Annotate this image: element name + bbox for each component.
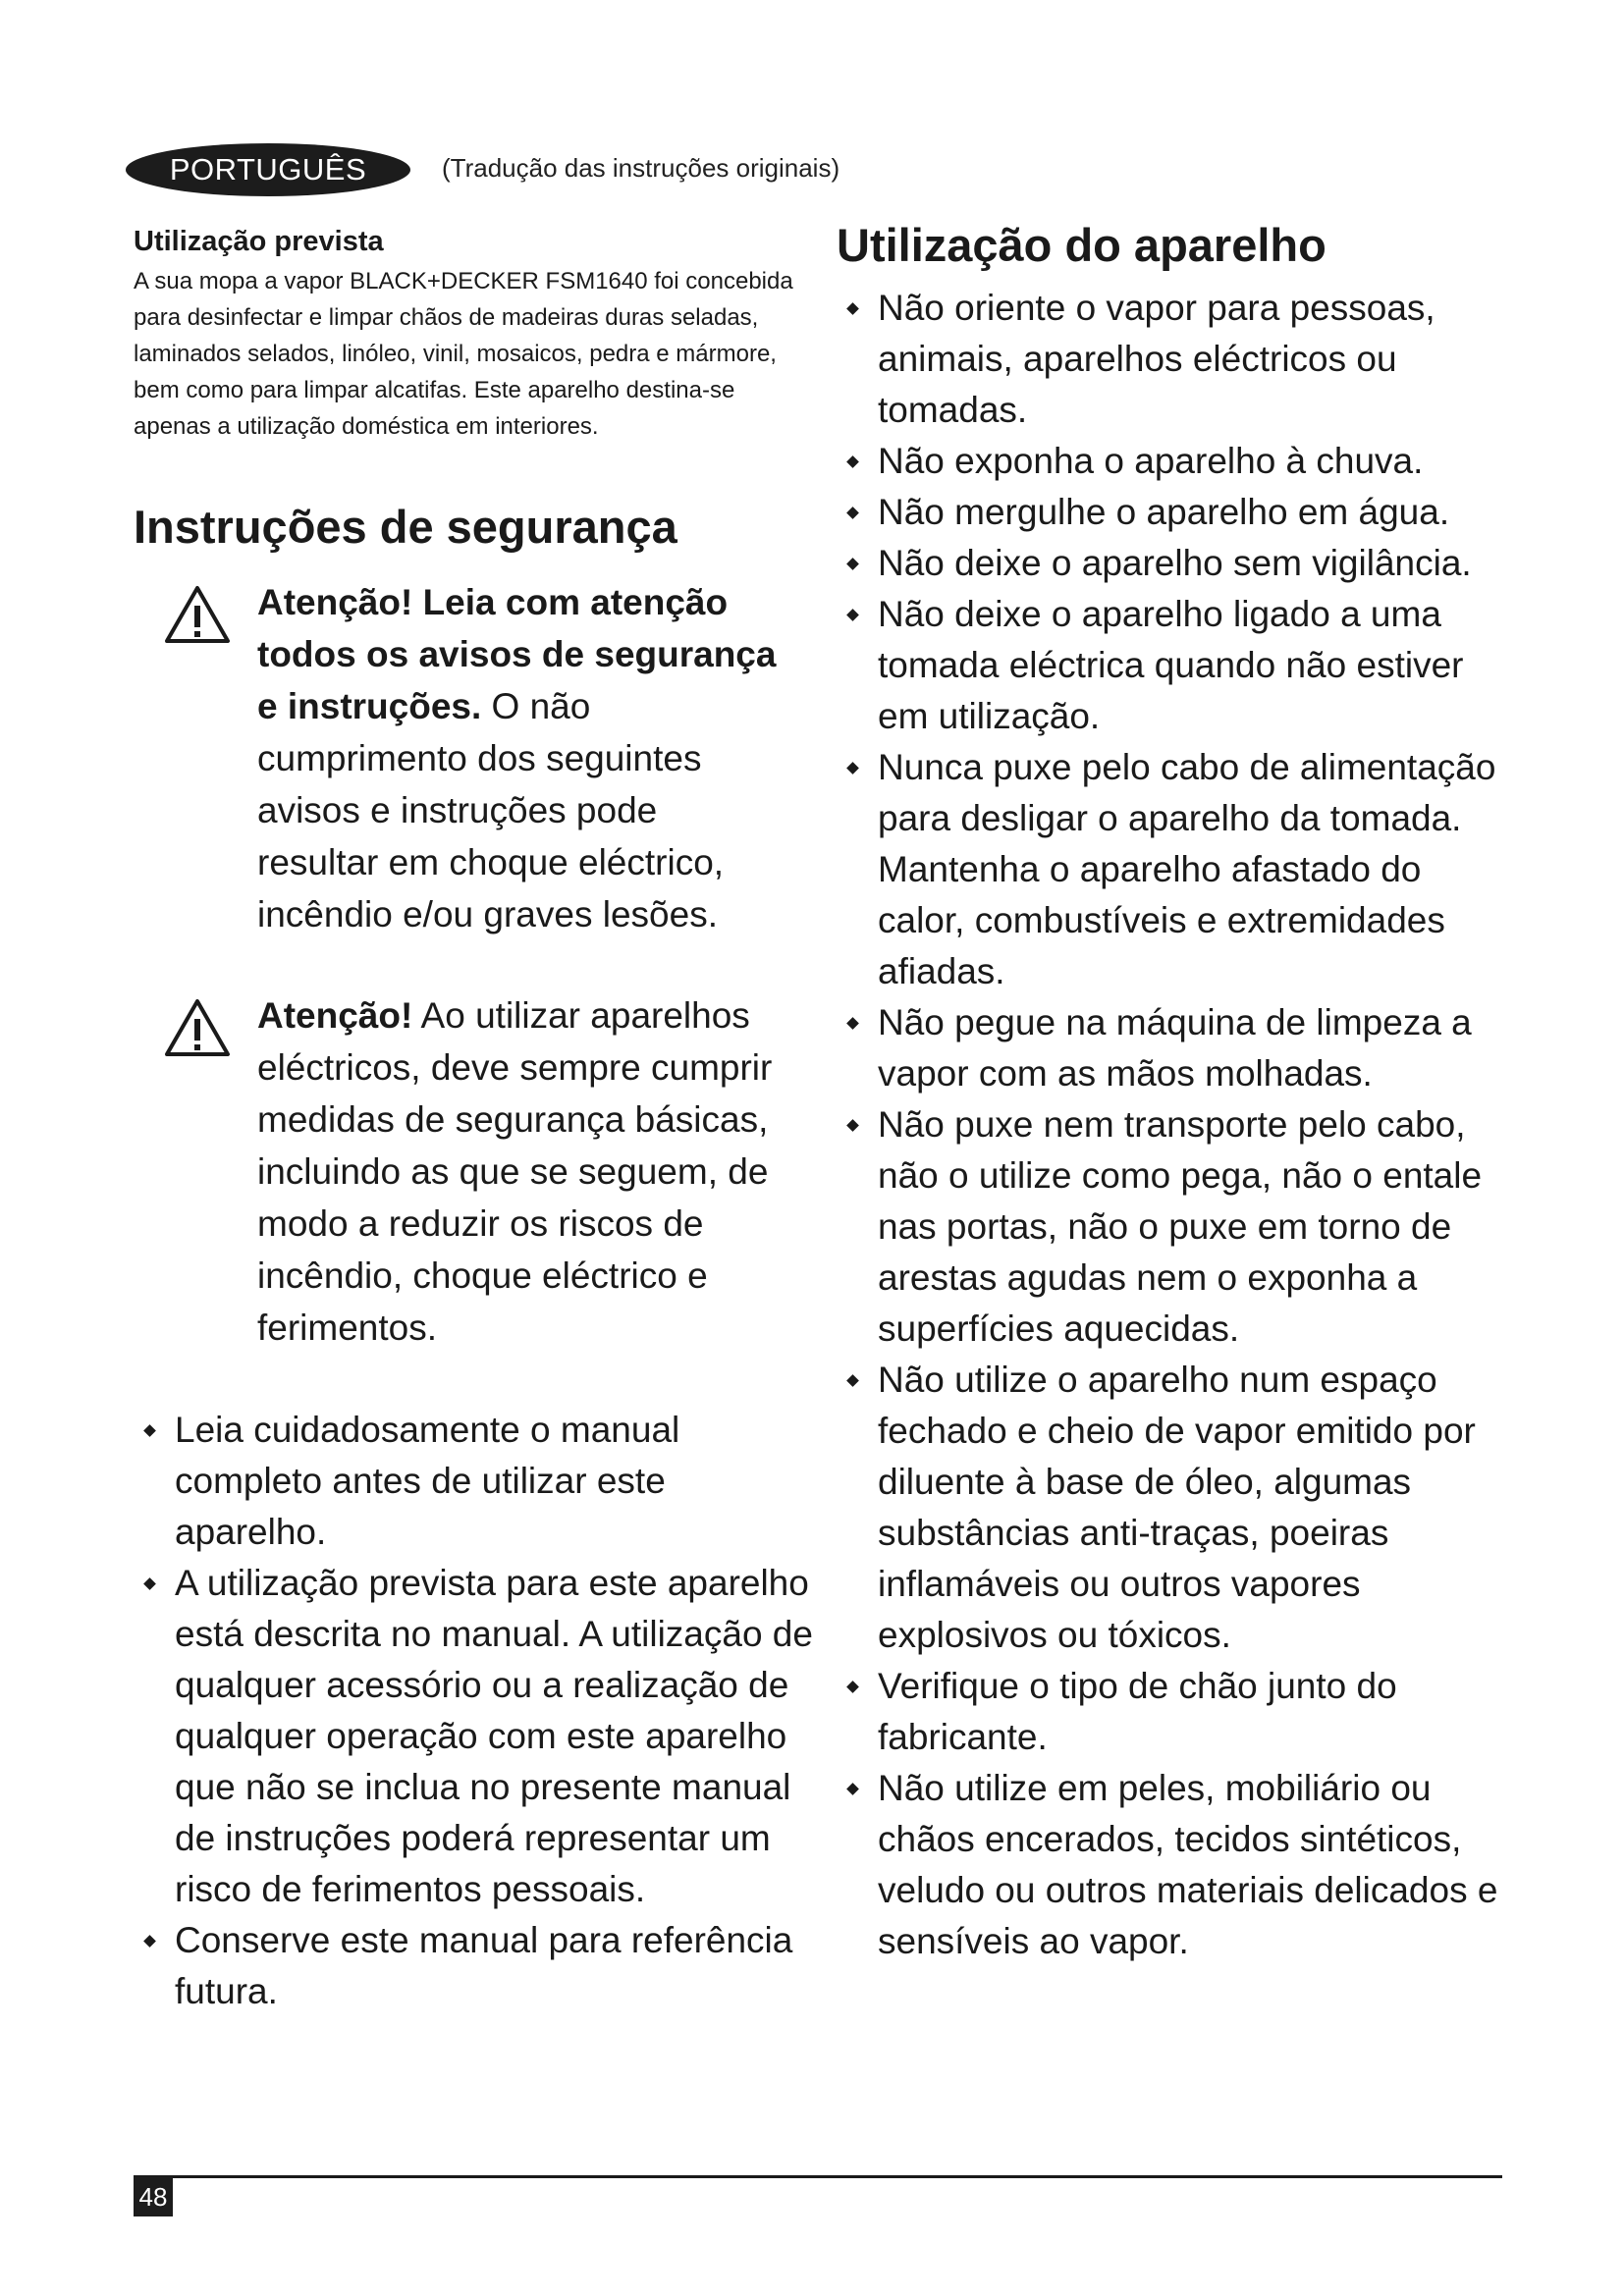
language-badge: PORTUGUÊS (126, 143, 410, 196)
diamond-bullet-icon (846, 302, 859, 315)
footer-divider (134, 2175, 1502, 2178)
usage-title: Utilização do aparelho (837, 219, 1326, 271)
list-item: Não deixe o aparelho ligado a uma tomada eléctrica quando não estiver em utilização. (837, 589, 1518, 742)
diamond-bullet-icon (846, 455, 859, 468)
list-item: Não utilize o aparelho num espaço fechado e cheio de vapor emitido por diluente à base de óleo, algumas substâncias anti-traças, poeiras inflamáveis ou outros vapores explosivos ou tóxicos. (837, 1355, 1518, 1661)
diamond-bullet-icon (846, 1681, 859, 1693)
list-item: Não pegue na máquina de limpeza a vapor com as mãos molhadas. (837, 997, 1518, 1099)
page-number: 48 (134, 2177, 173, 2216)
diamond-bullet-icon (143, 1424, 156, 1437)
list-item: Não deixe o aparelho sem vigilância. (837, 538, 1518, 589)
diamond-bullet-icon (846, 558, 859, 570)
diamond-bullet-icon (143, 1577, 156, 1590)
warning-1-body: O não cumprimento dos seguintes avisos e instruções pode resultar em choque eléctrico, incêndio e/ou graves lesões. (257, 686, 725, 934)
diamond-bullet-icon (846, 1374, 859, 1387)
diamond-bullet-icon (846, 1119, 859, 1132)
diamond-bullet-icon (143, 1935, 156, 1948)
list-item: Verifique o tipo de chão junto do fabricante. (837, 1661, 1518, 1763)
list-item: A utilização prevista para este aparelho está descrita no manual. A utilização de qualquer acessório ou a realização de qualquer operação com este aparelho que não se inclua no presente manual de instruções poderá representar um risco de ferimentos pessoais. (134, 1558, 823, 1915)
warning-block-1 (134, 576, 811, 940)
list-item: Não oriente o vapor para pessoas, animais, aparelhos eléctricos ou tomadas. (837, 283, 1518, 436)
safety-title: Instruções de segurança (134, 501, 677, 553)
list-item: Leia cuidadosamente o manual completo antes de utilizar este aparelho. (134, 1405, 823, 1558)
list-item: Não exponha o aparelho à chuva. (837, 436, 1518, 487)
diamond-bullet-icon (846, 609, 859, 621)
right-column (837, 218, 1514, 1967)
diamond-bullet-icon (846, 507, 859, 519)
warning-triangle-icon (163, 997, 232, 1058)
warning-2-bold: Atenção! (257, 995, 413, 1036)
warning-triangle-icon (163, 584, 232, 645)
list-item: Não mergulhe o aparelho em água. (837, 487, 1518, 538)
translation-note: (Tradução das instruções originais) (442, 153, 840, 183)
list-item: Conserve este manual para referência futura. (134, 1915, 823, 2017)
list-item: Não utilize em peles, mobiliário ou chãos encerados, tecidos sintéticos, veludo ou outros materiais delicados e sensíveis ao vapor. (837, 1763, 1518, 1967)
warning-1-bold: Atenção! Leia com atenção todos os avisos de segurança e instruções. (257, 582, 777, 726)
intended-use-text: A sua mopa a vapor BLACK+DECKER FSM1640 foi concebida para desinfectar e limpar chãos de madeiras duras seladas, laminados selados, linóleo, vinil, mosaicos, pedra e mármore, bem como para limpar alcatifas. Este aparelho destina-se apenas a utilização doméstica em interiores. (134, 268, 793, 440)
warning-2-text (257, 989, 787, 1354)
diamond-bullet-icon (846, 762, 859, 774)
diamond-bullet-icon (846, 1017, 859, 1030)
left-column (134, 224, 811, 2017)
usage-bullet-list (837, 283, 1514, 1967)
intended-use-title: Utilização prevista (134, 226, 384, 257)
warning-block-2 (134, 989, 811, 1354)
list-item: Não puxe nem transporte pelo cabo, não o utilize como pega, não o entale nas portas, não o puxe em torno de arestas agudas nem o exponha a superfícies aquecidas. (837, 1099, 1518, 1355)
list-item: Nunca puxe pelo cabo de alimentação para desligar o aparelho da tomada. Mantenha o aparelho afastado do calor, combustíveis e extremidades afiadas. (837, 742, 1518, 997)
diamond-bullet-icon (846, 1783, 859, 1795)
safety-bullet-list (134, 1405, 811, 2017)
warning-1-text (257, 576, 787, 940)
warning-2-body: Ao utilizar aparelhos eléctricos, deve sempre cumprir medidas de segurança básicas, incluindo as que se seguem, de modo a reduzir os riscos de incêndio, choque eléctrico e ferimentos. (257, 995, 773, 1348)
